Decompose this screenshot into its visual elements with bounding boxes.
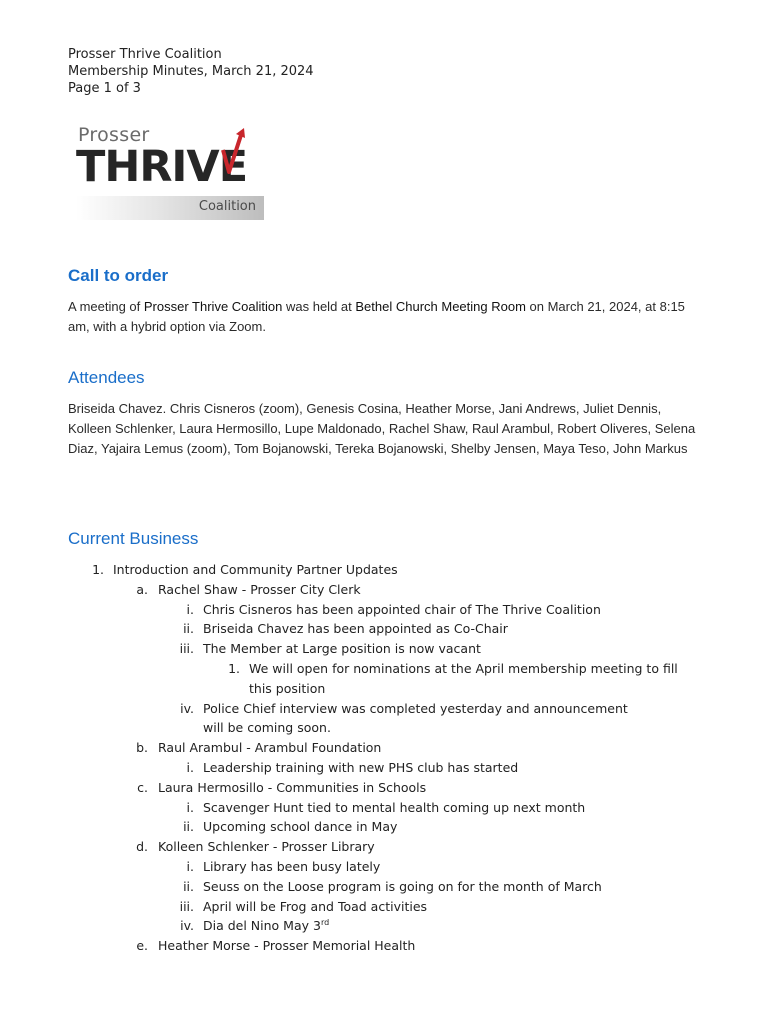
page-number: Page 1 of 3 bbox=[68, 81, 141, 96]
list-item: b. Raul Arambul - Arambul Foundation bbox=[136, 740, 382, 756]
list-item: iv. Police Chief interview was completed yesterday and announcement will be coming soon. bbox=[180, 700, 628, 736]
list-item: i. Library has been busy lately bbox=[186, 858, 381, 874]
call-text-3: on March 21, 2024, at 8:15 am, with a hybrid option via Zoom. bbox=[68, 299, 685, 334]
org-mention: Prosser Thrive Coalition bbox=[143, 299, 283, 314]
list-item: ii. Seuss on the Loose program is going on for the month of March bbox=[183, 878, 602, 894]
list-item: 1. We will open for nominations at the April membership meeting to fill this position bbox=[228, 660, 678, 696]
current-business-heading: Current Business bbox=[68, 529, 199, 548]
list-item: ii. Upcoming school dance in May bbox=[183, 819, 398, 835]
list-item: i. Scavenger Hunt tied to mental health coming up next month bbox=[186, 799, 586, 815]
call-text-2: was held at bbox=[282, 299, 356, 314]
list-item: ii. Briseida Chavez has been appointed as Co-Chair bbox=[183, 621, 508, 637]
list-item: i. Chris Cisneros has been appointed chair of The Thrive Coalition bbox=[186, 601, 601, 617]
prosser-thrive-logo bbox=[76, 126, 266, 222]
call-to-order-heading: Call to order bbox=[68, 266, 169, 285]
list-item: c. Laura Hermosillo - Communities in Schools bbox=[137, 779, 427, 795]
list-item: iii. April will be Frog and Toad activities bbox=[179, 898, 428, 914]
call-text-1: A meeting of bbox=[68, 299, 144, 314]
call-to-order-text bbox=[68, 297, 708, 337]
org-name: Prosser Thrive Coalition bbox=[68, 47, 222, 62]
logo-word-coalition: Coalition bbox=[198, 199, 256, 214]
logo-word-thrive: THRIVE bbox=[76, 142, 248, 192]
list-item: 1. Introduction and Community Partner Updates bbox=[92, 562, 398, 577]
list-item: e. Heather Morse - Prosser Memorial Health bbox=[136, 938, 416, 954]
list-item: iii. The Member at Large position is now vacant bbox=[179, 641, 481, 657]
logo-word-prosser: Prosser bbox=[78, 124, 150, 146]
list-item: i. Leadership training with new PHS club has started bbox=[186, 759, 519, 775]
business-outline bbox=[0, 560, 770, 956]
list-item: iv. Dia del Nino May 3rd bbox=[180, 918, 330, 934]
list-item: d. Kolleen Schlenker - Prosser Library bbox=[136, 839, 375, 855]
attendees-list: Briseida Chavez. Chris Cisneros (zoom), Genesis Cosina, Heather Morse, Jani Andrews, Juliet Dennis, Kolleen Schlenker, Laura Hermosillo, Lupe Maldonado, Rachel Shaw, Raul Arambul, Robert Oliveres, Selena Diaz, Yajaira Lemus (zoom), Tom Bojanowski, Tereka Bojanowski, Shelby Jensen, Maya Teso, John Markus bbox=[68, 401, 696, 456]
meeting-place: Bethel Church Meeting Room bbox=[355, 299, 526, 314]
document-header bbox=[68, 46, 314, 97]
document-title: Membership Minutes, March 21, 2024 bbox=[68, 64, 314, 79]
list-item: a. Rachel Shaw - Prosser City Clerk bbox=[136, 581, 361, 597]
attendees-heading: Attendees bbox=[68, 368, 145, 387]
logo-arrow-icon bbox=[76, 126, 266, 196]
